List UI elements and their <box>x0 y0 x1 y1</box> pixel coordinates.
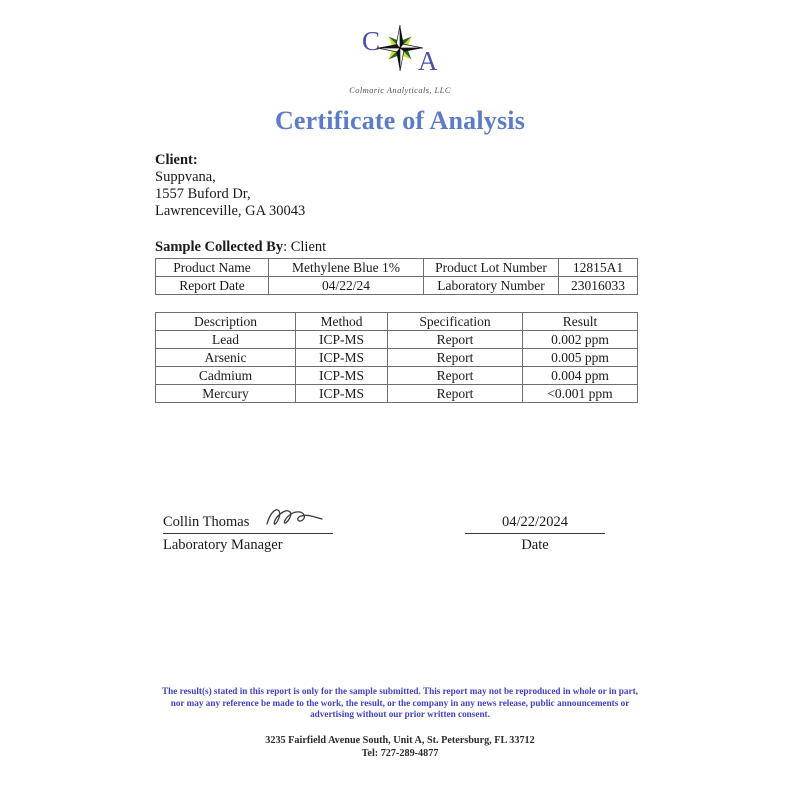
table-row <box>156 349 638 367</box>
table-row <box>156 277 638 295</box>
results-cell: Report <box>388 331 523 349</box>
footer-phone-line: Tel: 727-289-4877 <box>361 748 439 759</box>
results-header-cell: Specification <box>388 313 523 331</box>
client-label: Client: <box>155 152 198 168</box>
client-line: 1557 Buford Dr, <box>155 186 251 202</box>
results-cell: Cadmium <box>156 367 296 385</box>
product-info-table <box>155 258 638 295</box>
footer-address-line: 3235 Fairfield Avenue South, Unit A, St. Petersburg, FL 33712 <box>265 735 535 746</box>
disclaimer-text: The result(s) stated in this report is only for the sample submitted. This report may not be reproduced in whole or in part, nor may any reference be made to the work, the result, or the company in any news release, public announcements or advertising without our prior written consent. <box>162 686 638 719</box>
document-body <box>155 152 637 403</box>
company-logo <box>0 22 800 95</box>
info-cell: Product Name <box>156 259 269 277</box>
results-cell: Report <box>388 367 523 385</box>
results-cell: 0.004 ppm <box>523 367 638 385</box>
page-title: Certificate of Analysis <box>274 106 526 135</box>
signature-line <box>163 512 333 534</box>
logo-letter-a: A <box>418 46 438 76</box>
client-line: Suppvana, <box>155 169 216 185</box>
results-cell: ICP-MS <box>296 385 388 403</box>
results-table <box>155 312 638 403</box>
results-cell: Mercury <box>156 385 296 403</box>
info-cell: Methylene Blue 1% <box>269 259 424 277</box>
results-cell: Lead <box>156 331 296 349</box>
compass-star-icon <box>376 24 424 77</box>
table-row <box>156 385 638 403</box>
info-cell: 12815A1 <box>559 259 638 277</box>
info-cell: Product Lot Number <box>424 259 559 277</box>
logo-company-name: Colmaric Analyticals, LLC <box>349 85 451 95</box>
info-cell: 04/22/24 <box>269 277 424 295</box>
results-cell: ICP-MS <box>296 331 388 349</box>
client-line: Lawrenceville, GA 30043 <box>155 203 306 219</box>
info-cell: 23016033 <box>559 277 638 295</box>
signature-area <box>155 512 637 564</box>
signatory-name: Collin Thomas <box>163 514 250 530</box>
table-header-row <box>156 313 638 331</box>
results-header-cell: Description <box>156 313 296 331</box>
results-header-cell: Method <box>296 313 388 331</box>
info-cell: Report Date <box>156 277 269 295</box>
table-row <box>156 367 638 385</box>
results-cell: 0.002 ppm <box>523 331 638 349</box>
results-cell: Report <box>388 349 523 367</box>
signature-date-label: Date <box>521 537 549 553</box>
results-cell: <0.001 ppm <box>523 385 638 403</box>
signature-date-block <box>465 512 605 554</box>
table-row <box>156 331 638 349</box>
sample-collected-by <box>155 239 637 255</box>
results-cell: ICP-MS <box>296 367 388 385</box>
signature-date-value: 04/22/2024 <box>465 512 605 534</box>
footer-address <box>160 734 640 760</box>
results-header-cell: Result <box>523 313 638 331</box>
handwritten-signature-icon <box>263 504 325 535</box>
sample-collected-by-label: Sample Collected By <box>155 239 284 255</box>
signatory-role: Laboratory Manager <box>163 537 283 553</box>
results-cell: 0.005 ppm <box>523 349 638 367</box>
logo-letter-c: C <box>362 26 381 56</box>
client-block <box>155 152 637 220</box>
table-row <box>156 259 638 277</box>
sample-collected-by-value: : Client <box>283 239 327 255</box>
logo-mark <box>340 22 460 80</box>
results-cell: Report <box>388 385 523 403</box>
info-cell: Laboratory Number <box>424 277 559 295</box>
results-cell: ICP-MS <box>296 349 388 367</box>
results-cell: Arsenic <box>156 349 296 367</box>
signature-left-block <box>163 512 333 554</box>
